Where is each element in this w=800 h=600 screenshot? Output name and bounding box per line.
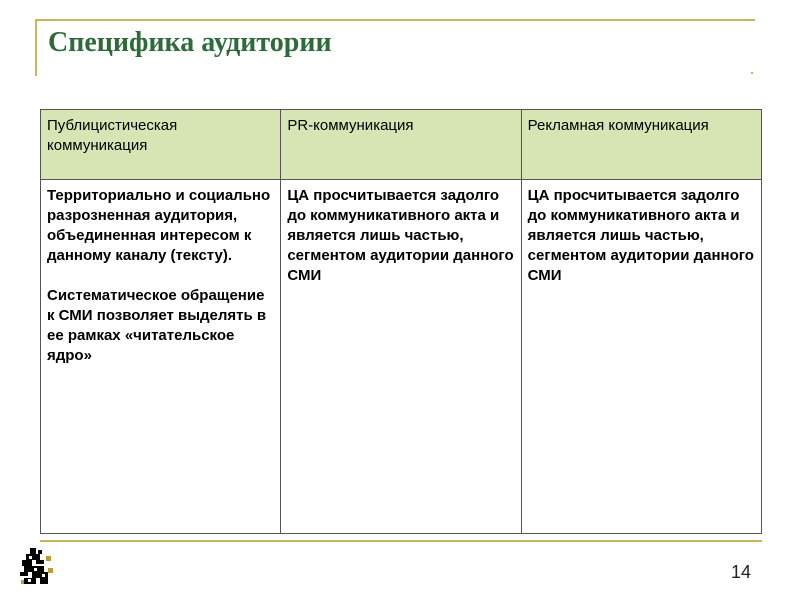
- page-number: 14: [731, 562, 752, 582]
- table-header-publicistic: Публицистическая коммуникация: [41, 110, 281, 180]
- top-rule: [35, 19, 755, 21]
- cell-paragraph: Систематическое обращение к СМИ позволяет выделять в ее рамках «читательское ядро»: [47, 287, 267, 364]
- table-header-advertising: Рекламная коммуникация: [521, 110, 761, 180]
- slide-title: Специфика аудитории: [48, 27, 332, 58]
- table-header-row: [41, 110, 762, 180]
- table-cell-pr: [281, 180, 521, 534]
- table-cell-publicistic: [41, 180, 281, 534]
- cell-paragraph: ЦА просчитывается задолго до коммуникативного акта и является лишь частью, сегментом аудитории данного СМИ: [527, 187, 754, 284]
- table-header-pr: PR-коммуникация: [281, 110, 521, 180]
- left-rule: [35, 19, 37, 76]
- table-row: [41, 180, 762, 534]
- content-table-wrapper: [40, 109, 762, 534]
- puzzle-logo-icon: [20, 548, 54, 586]
- table-cell-advertising: [521, 180, 761, 534]
- cell-paragraph: Территориально и социально разрозненная аудитория, объединенная интересом к данному каналу (тексту).: [47, 187, 271, 264]
- cell-paragraph: ЦА просчитывается задолго до коммуникативного акта и является лишь частью, сегментом аудитории данного СМИ: [287, 187, 514, 284]
- bottom-rule: [40, 540, 762, 542]
- title-dot: [751, 72, 753, 74]
- content-table: [40, 109, 762, 534]
